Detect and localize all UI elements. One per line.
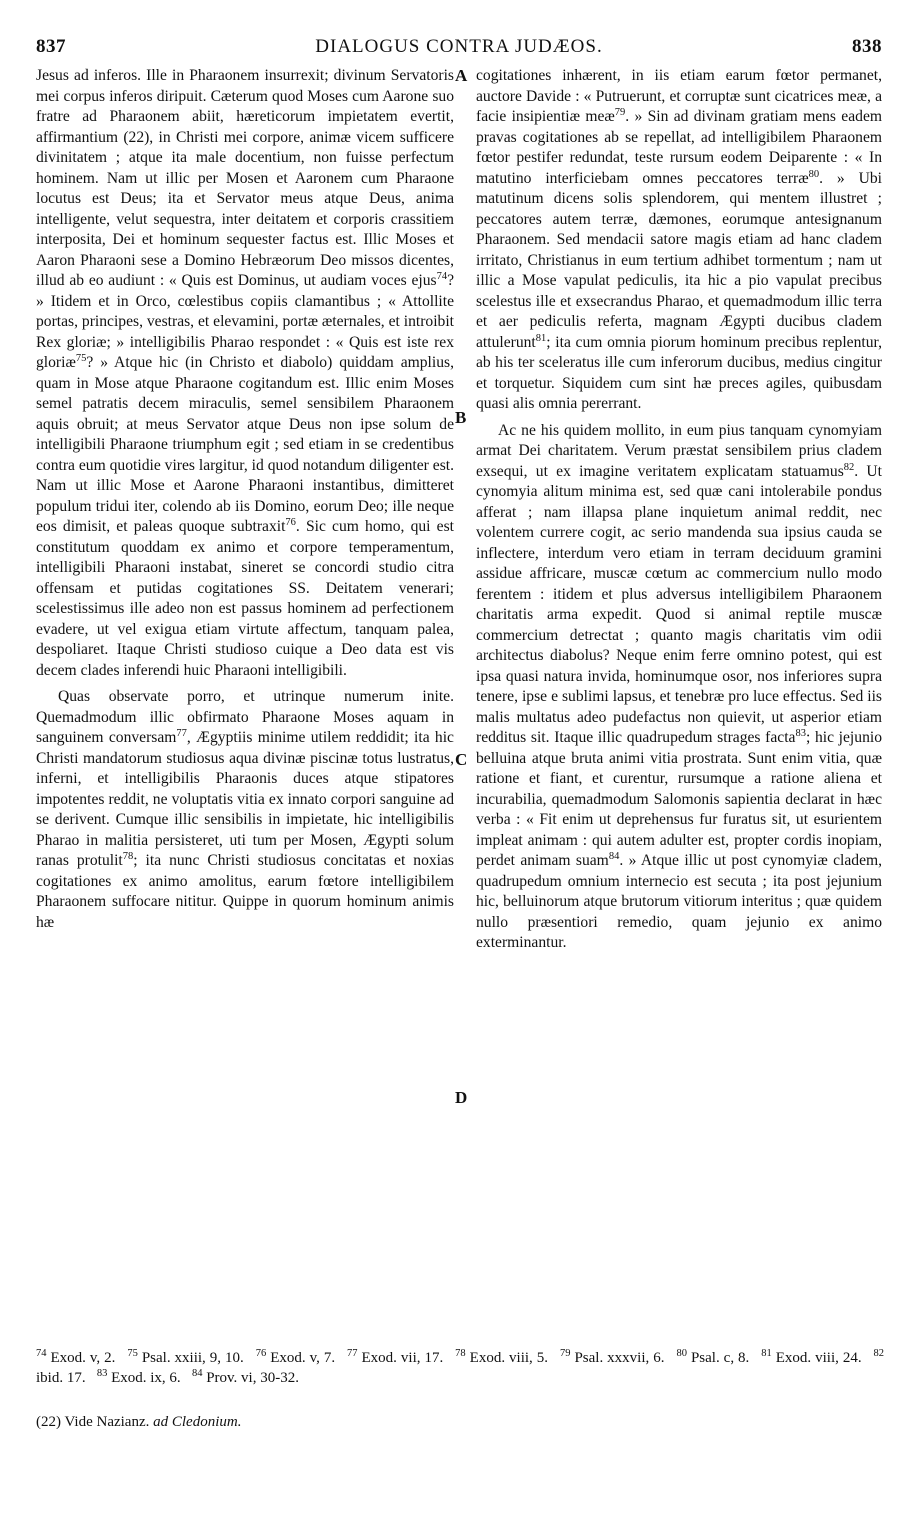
page-header	[36, 36, 882, 62]
footnote-text: Psal. c, 8.	[690, 1350, 750, 1366]
footnote-item	[256, 1350, 335, 1366]
footnote-ref: 82	[843, 461, 855, 473]
footnote-ref: 81	[535, 332, 547, 344]
footnote-ref: 76	[285, 516, 296, 528]
margin-mark-a: A	[455, 66, 468, 85]
text-run: . » Atque illic ut post cynomyiæ cladem, quadrupedum omnium internecio est secuta ; ita post jejunium hic, belluinorum atque brutorum vitiorum interitus ; quæ quidem nullo præsentiori remedio, quam jejunio ex animo exterminantur.	[476, 852, 883, 951]
footnote-ref: 79	[614, 106, 626, 118]
footnote-number: 74	[36, 1348, 47, 1359]
footnote-text: Exod. v, 7.	[270, 1350, 336, 1366]
footnote-item	[97, 1370, 181, 1386]
right-paragraph-1	[476, 66, 882, 415]
left-column	[36, 66, 454, 933]
running-title: DIALOGUS CONTRA JUDÆOS.	[315, 36, 603, 57]
footnote-number: 77	[347, 1348, 358, 1359]
footnote-text: Psal. xxxvii, 6.	[574, 1350, 665, 1366]
footnote-ref: 75	[75, 352, 87, 364]
footnote-ref: 84	[608, 850, 620, 862]
footnote-text: Psal. xxiii, 9, 10.	[141, 1350, 244, 1366]
footnote-number: 79	[559, 1348, 571, 1359]
text-run: ? » Atque hic (in Christo et diabolo) quiddam amplius, quam in Mose atque Pharaone cogitandum est. Illic enim Moses semel patratis decem miraculis, semel sensibilem Pharaonem aquis obruit; at meus Servator atque Deus non ipse solum de intelligibili Pharaone triumphum egit ; sed etiam in se credentibus contra eum quotidie vires largitur, id quod notandum diligenter est. Nam ut illic Mose et Aarone Pharaoni instantibus, dimitteret populum tridui iter, colendo ab iis Domino, eorum Deo; ille neque eos dimisit, et paleas quoque subtraxit	[36, 354, 454, 535]
text-run: Ac ne his quidem mollito, in eum pius tanquam cynomyiam armat Dei charitatem. Verum præstat sensibilem prius cladem exsequi, ut ex imagine veritatem explicatam statuamus	[476, 421, 882, 480]
footnote-number: 83	[96, 1368, 108, 1379]
margin-mark-b: B	[455, 408, 467, 427]
text-run: ? » Itidem et in Orco, cœlestibus copiis clamantibus ; « Attollite portas, principes, vestras, et elevamini, portæ æternales, et introibit Rex gloriæ; » intelligibilis Pharao respondet : « Quis est iste rex gloriæ	[36, 272, 454, 371]
footnote-text: ibid. 17.	[36, 1370, 86, 1386]
left-paragraph-2	[36, 687, 454, 933]
footnote-item	[347, 1350, 443, 1366]
text-run: Quas observate porro, et utrinque numerum inite. Quemadmodum illic obfirmato Pharaone Moses aquam in sanguinem conversam	[36, 688, 454, 746]
right-paragraph-2	[476, 421, 882, 954]
footnote-number: 84	[191, 1368, 203, 1379]
footnote-text: Exod. ix, 6.	[111, 1370, 181, 1386]
text-run: . Sic cum homo, qui est constitutum quoddam ex animo et corpore temperamentum, intelligibili Pharaoni instabat, sineret se concordi studio citra offensam et putidas cogitationes SS. Deitatem venerari; scelestissimus ille adeo non est passus hominem ad perfectionem evadere, ut vel exigua etiam virtute affectum, tanquam palea, despoliaret. Itaque Christi studioso cuique a Deo data est vis decem clades inferendi huic Pharaoni intelligibili.	[36, 518, 454, 679]
footnotes	[36, 1348, 884, 1388]
footnote-item	[676, 1350, 749, 1366]
footnote-ref: 78	[122, 850, 134, 862]
margin-mark-d: D	[455, 1088, 468, 1107]
text-run: cogitationes inhærent, in iis etiam earum fœtor permanet, auctore Davide : « Putruerunt, et corruptæ sunt cicatrices meæ, a facie insipientiæ meæ	[476, 67, 882, 125]
left-paragraph-1	[36, 66, 454, 681]
footnote-number: 80	[676, 1348, 687, 1359]
page-number-right: 838	[852, 36, 882, 57]
margin-mark-c: C	[455, 750, 468, 769]
footnote-item	[192, 1370, 299, 1386]
editor-note	[36, 1414, 241, 1431]
text-run: . Ut cynomyia alitum minima est, sed quæ cani intolerabile pondus afferat ; nam illapsa plane inquietum animal reddit, nec volentem currere cogit, ac serio mandenda sua ipsius cauda se inflectere, interdum vero etiam in terram deciduum gramini assidue affricare, muscæ cœtum ac commercium nullo modo ferentem : itidem et plus adversus intelligibilem Pharaonem charitatis arma expedit. Quod si animal reptile muscæ commercium detrectat ; quanto magis charitatis vim odii architectus diabolus? Neque enim ferre omnino potest, qui est ipsa quasi natura invida, hominumque osor, nos inferiores supra tenere, ipse e sublimi lapsus, et tenebræ pro luce effectus. Sed iis malis multatus adeo pudefactus non quievit, ut asperior etiam redditus sit. Itaque illic quadrupedum strages facta	[476, 462, 883, 746]
text-run: , Ægyptiis minime utilem reddidit; ita hic Christi mandatorum studiosus aqua divinæ piscinæ totus lustratus, inferni, et intelligibilis Pharaonis duces atque stipatores impotentes reddit, ne voluptatis vitia ex innato corpori sanguine ad se derivent. Cumque illic sensibilis in impietate, hic intelligibilis Pharao in malitia persisteret, uti tum per Mosen, Ægypti solum ranas protulit	[36, 729, 454, 869]
footnote-text: Exod. vii, 17.	[361, 1350, 444, 1366]
footnote-text: Exod. viii, 24.	[775, 1350, 862, 1366]
footnote-ref: 83	[795, 727, 806, 739]
text-run: ; ita nunc Christi studiosus concitatas et noxias cogitationes ex animo amolitus, earum fœtore intelligibilem Pharaonem suffocare nititur. Quippe in quorum hominum animis hæ	[36, 852, 454, 931]
footnote-text: Prov. vi, 30-32.	[206, 1370, 299, 1386]
text-run: ; ita cum omnia piorum hominum precibus replentur, ab his ter sceleratus ille cum inferorum ducibus, medius cingitur et torquetur. Siquidem cum sint hæ preces agiles, quibusdam quasi alis omnia pererrant.	[476, 333, 882, 412]
text-run: . » Sin ad divinam gratiam mens eadem pravas cogitationes ab se repellat, ad intelligibilem Pharaonem fœtor pestifer redundat, teste rursum eodem Deiparente : « In matutino interficiebam omnes peccatores terræ	[476, 108, 882, 187]
footnote-ref: 80	[808, 168, 820, 180]
footnote-text: Exod. v, 2.	[50, 1350, 116, 1366]
note-marker: (22)	[36, 1414, 61, 1430]
footnote-item	[761, 1350, 861, 1366]
footnote-number: 76	[255, 1348, 267, 1359]
note-text-italic: ad Cledonium.	[153, 1414, 242, 1430]
page-number-left: 837	[36, 36, 66, 57]
note-text: Vide Nazianz.	[64, 1414, 150, 1430]
footnote-item	[36, 1350, 115, 1366]
text-run: Jesus ad inferos. Ille in Pharaonem insurrexit; divinum Servatoris mei corpus inferos diripuit. Cæterum quod Moses cum Aarone suo fratre ad Pharaonem abiit, hæreticorum impietatem evertit, affirmantium (22), in Christi mei corpore, animæ vicem sufficere divinitatem ; atque ita male docentium, non fuisse perfectum hominem. Nam ut illic per Mosen et Aaronem cum Pharaone locutus est Deus; ita et Servator meus atque Deus, anima intelligente, velut sequestra, inter deitatem et corporis crassitiem interposita, Dei et hominum sequester factus est. Illic Moses et Aaron Pharaoni sese a Domino Hebræorum Deo missos dicentes, illud ab eo audiunt : « Quis est Dominus, ut audiam voces ejus	[36, 67, 454, 289]
text-run: ; hic jejunio belluina atque bruta animi vitia prostrata. Sunt enim vitia, quæ ratione et fiant, et curentur, rursumque a ratione aliena et incurabilia, quemadmodum Salomonis sapientia declarat in hæc verba : « Fit enim ut deprehensus fur furatus sit, ut esurientem impleat animam : qui autem adulter est, propter cordis inopiam, perdet animam suam	[476, 729, 882, 869]
footnote-number: 78	[455, 1348, 466, 1359]
footnote-item	[455, 1350, 548, 1366]
right-column	[476, 66, 882, 954]
text-run: . » Ubi matutinum dicens solis splendorem, qui mentem illustret ; peccatores autem terræ, dæmones, eorumque antesignanum Pharaonem. Sed mendacii satore magis etiam ad hanc cladem irritato, Christianus in eum tertium adhibet tormentum ; nam ut illic a Mose vapulat pediculis, ita hic a pio vapulat precibus scelestus ille et exsecrandus Pharao, et quemadmodum illic terra et aer pediculis referta, magnam Ægypti ducibus cladem attulerunt	[476, 169, 882, 351]
footnote-item	[560, 1350, 665, 1366]
footnote-number: 82	[873, 1348, 885, 1359]
footnote-text: Exod. viii, 5.	[469, 1350, 549, 1366]
footnote-item	[127, 1350, 243, 1366]
footnote-ref: 74	[436, 270, 448, 282]
footnote-number: 75	[127, 1348, 138, 1359]
footnote-ref: 77	[176, 727, 187, 739]
footnote-number: 81	[761, 1348, 772, 1359]
